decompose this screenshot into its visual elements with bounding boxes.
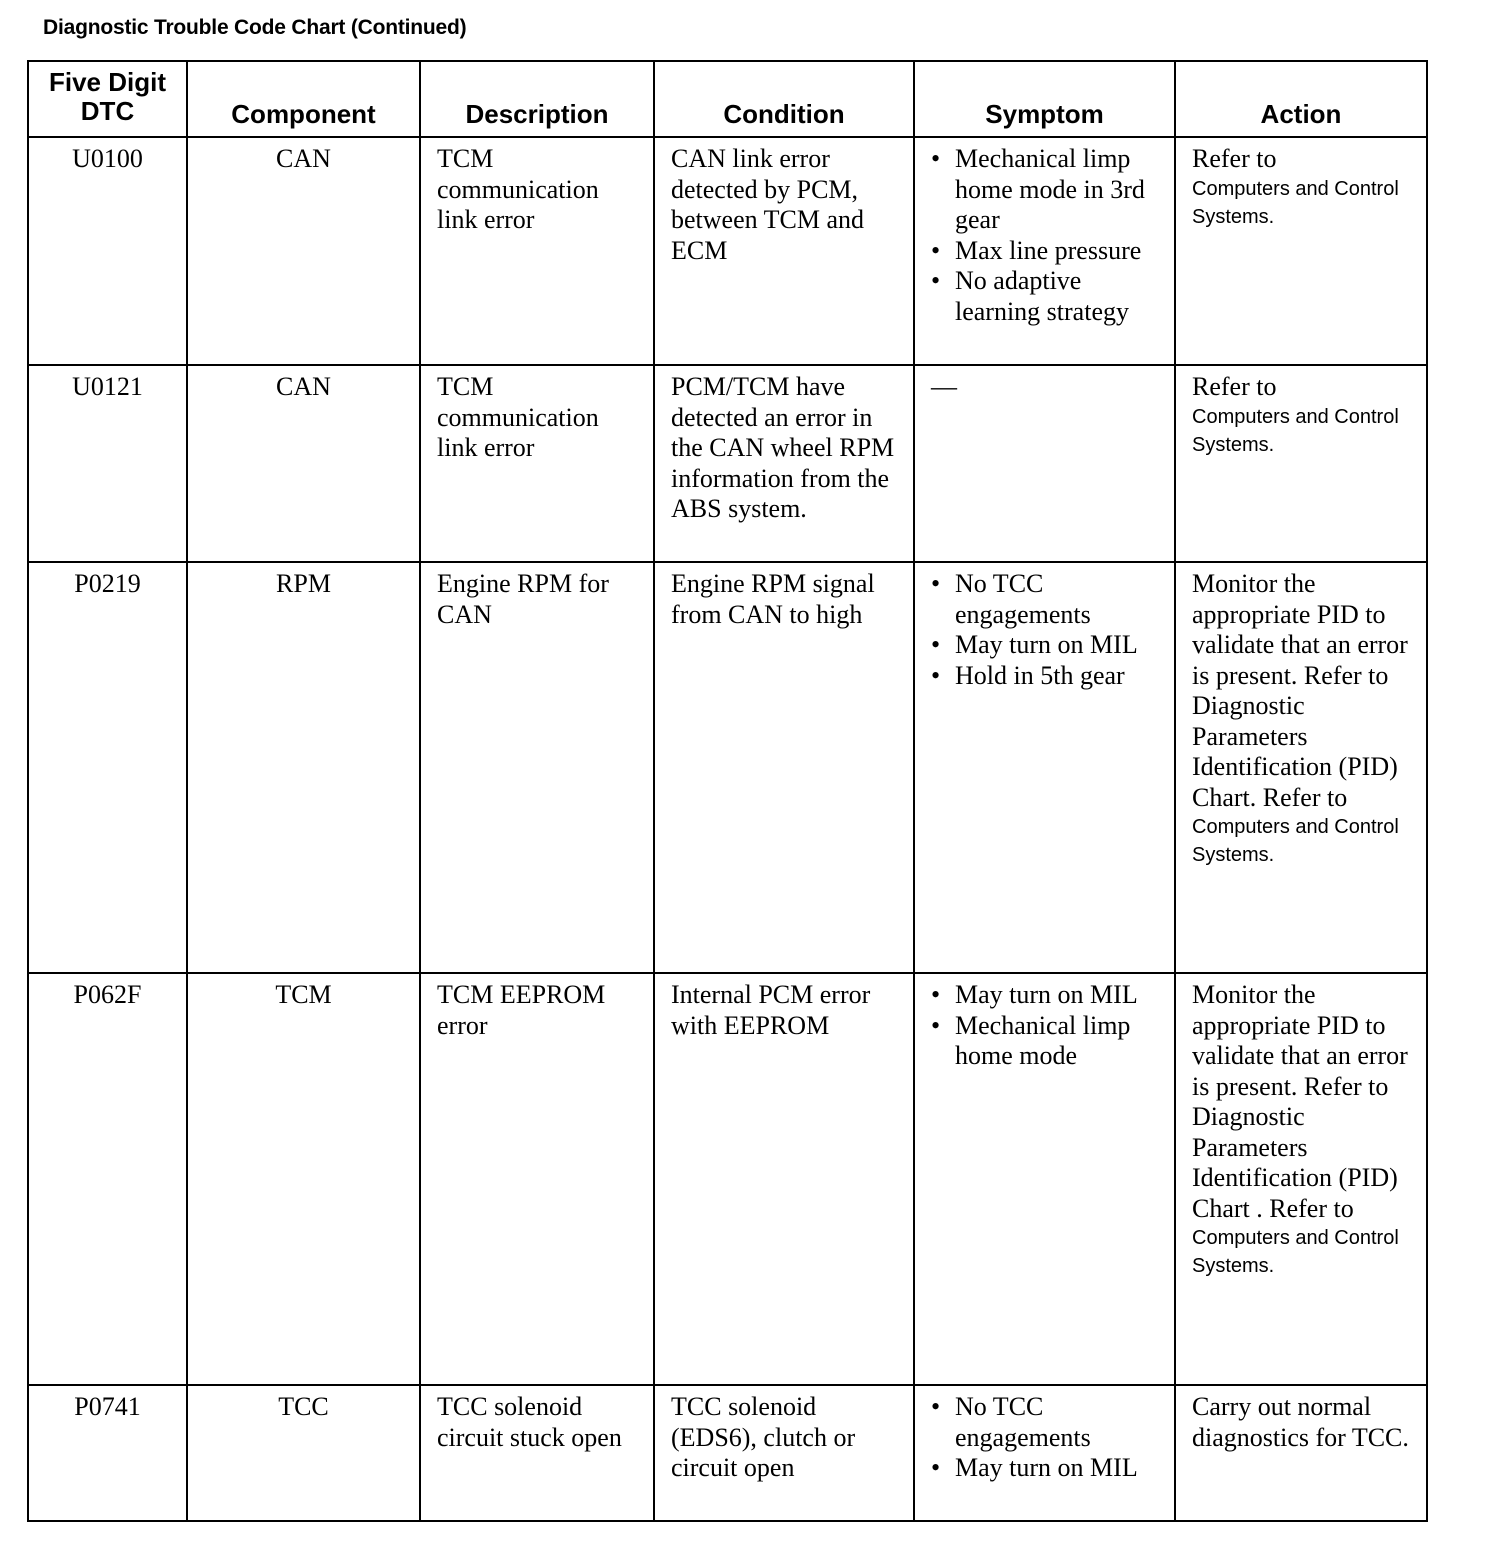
symptom-item — [931, 266, 1166, 327]
symptom-list — [931, 980, 1166, 1072]
cell-dtc: P062F — [28, 973, 187, 1385]
bullet-icon: • — [931, 569, 941, 598]
bullet-icon: • — [931, 144, 941, 173]
symptom-item — [931, 661, 1166, 692]
bullet-icon: • — [931, 235, 941, 265]
table-row — [28, 562, 1427, 973]
cell-description: Engine RPM for CAN — [420, 562, 654, 973]
symptom-item — [931, 1392, 1166, 1453]
cell-description: TCM communication link error — [420, 137, 654, 365]
symptom-text: No TCC engagements — [955, 1392, 1091, 1452]
action-reference: Computers and Control Systems. — [1192, 816, 1399, 866]
symptom-text: No TCC engagements — [955, 569, 1091, 629]
symptom-list — [931, 1392, 1166, 1484]
symptom-text: May turn on MIL — [955, 1453, 1138, 1482]
cell-symptom — [914, 1385, 1175, 1521]
action-text: Carry out normal diagnostics for TCC. — [1192, 1392, 1409, 1452]
symptom-list — [931, 144, 1166, 327]
symptom-item — [931, 980, 1166, 1011]
symptom-text: May turn on MIL — [955, 630, 1138, 659]
cell-condition: Engine RPM signal from CAN to high — [654, 562, 914, 973]
action-text: Monitor the appropriate PID to validate that an error is present. Refer to Diagnostic Parameters Identification (PID) Chart. Refer to — [1192, 569, 1408, 812]
cell-description: TCM communication link error — [420, 365, 654, 562]
cell-component: TCM — [187, 973, 420, 1385]
table-row — [28, 137, 1427, 365]
symptom-text: Mechanical limp home mode — [955, 1010, 1131, 1070]
cell-component: CAN — [187, 365, 420, 562]
symptom-text: No adaptive learning strategy — [955, 266, 1129, 326]
cell-action — [1175, 365, 1427, 562]
cell-component: RPM — [187, 562, 420, 973]
symptom-item — [931, 1011, 1166, 1072]
cell-action — [1175, 1385, 1427, 1521]
bullet-icon: • — [931, 266, 941, 295]
symptom-item — [931, 1453, 1166, 1484]
table-row — [28, 1385, 1427, 1521]
page-title: Diagnostic Trouble Code Chart (Continued) — [43, 16, 467, 39]
cell-condition: TCC solenoid (EDS6), clutch or circuit open — [654, 1385, 914, 1521]
header-symptom: Symptom — [914, 61, 1175, 137]
cell-dtc: P0741 — [28, 1385, 187, 1521]
bullet-icon: • — [931, 660, 941, 690]
symptom-none: — — [931, 372, 957, 401]
cell-condition: CAN link error detected by PCM, between TCM and ECM — [654, 137, 914, 365]
cell-dtc: P0219 — [28, 562, 187, 973]
action-reference: Computers and Control Systems. — [1192, 177, 1399, 228]
header-description: Description — [420, 61, 654, 137]
header-component: Component — [187, 61, 420, 137]
symptom-item — [931, 630, 1166, 661]
symptom-text: May turn on MIL — [955, 980, 1138, 1009]
action-text: Refer to — [1192, 372, 1277, 401]
action-text: Monitor the appropriate PID to validate that an error is present. Refer to Diagnostic Parameters Identification (PID) Chart . Refer to — [1192, 980, 1408, 1223]
cell-symptom — [914, 973, 1175, 1385]
dtc-table — [27, 60, 1428, 1522]
symptom-item — [931, 236, 1166, 267]
bullet-icon: • — [931, 630, 941, 659]
cell-action — [1175, 562, 1427, 973]
action-text: Refer to — [1192, 144, 1277, 173]
cell-symptom — [914, 137, 1175, 365]
header-condition: Condition — [654, 61, 914, 137]
table-row — [28, 973, 1427, 1385]
cell-description: TCC solenoid circuit stuck open — [420, 1385, 654, 1521]
cell-action — [1175, 137, 1427, 365]
table-row — [28, 365, 1427, 562]
header-dtc: Five Digit DTC — [28, 61, 187, 137]
header-action: Action — [1175, 61, 1427, 137]
bullet-icon: • — [931, 1453, 941, 1482]
symptom-text: Max line pressure — [955, 235, 1142, 265]
cell-component: TCC — [187, 1385, 420, 1521]
symptom-item — [931, 144, 1166, 236]
cell-description: TCM EEPROM error — [420, 973, 654, 1385]
symptom-item — [931, 569, 1166, 630]
symptom-text: Mechanical limp home mode in 3rd gear — [955, 144, 1145, 234]
cell-dtc: U0121 — [28, 365, 187, 562]
action-reference: Computers and Control Systems. — [1192, 405, 1399, 456]
header-row — [28, 61, 1427, 137]
action-reference: Computers and Control Systems. — [1192, 1227, 1399, 1277]
symptom-list — [931, 569, 1166, 691]
cell-condition: Internal PCM error with EEPROM — [654, 973, 914, 1385]
cell-symptom — [914, 365, 1175, 562]
cell-component: CAN — [187, 137, 420, 365]
cell-condition: PCM/TCM have detected an error in the CAN wheel RPM information from the ABS system. — [654, 365, 914, 562]
symptom-text: Hold in 5th gear — [955, 660, 1125, 690]
bullet-icon: • — [931, 1010, 941, 1040]
cell-dtc: U0100 — [28, 137, 187, 365]
cell-symptom — [914, 562, 1175, 973]
cell-action — [1175, 973, 1427, 1385]
bullet-icon: • — [931, 1392, 941, 1421]
bullet-icon: • — [931, 980, 941, 1009]
